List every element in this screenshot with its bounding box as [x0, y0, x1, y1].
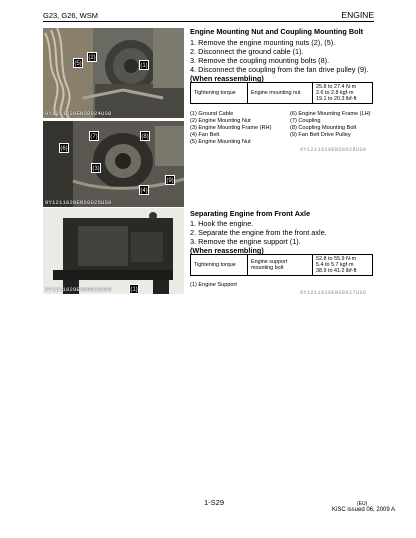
- legend-item: (6) Engine Mounting Frame (LH): [290, 111, 371, 117]
- callout-5: (5): [73, 58, 83, 68]
- legend-item: (2) Engine Mounting Nut: [190, 118, 251, 124]
- legend-item: (7) Coupling: [290, 118, 321, 124]
- step-3: 3. Remove the coupling mounting bolts (8).: [190, 56, 330, 65]
- photo-3-caption: 9Y1211029ENS0026US0: [45, 286, 112, 293]
- torque-kgfm: 5.4 to 5.7 kgf·m: [316, 262, 354, 268]
- legend-item: (3) Engine Mounting Frame (RH): [190, 125, 272, 131]
- section2-legend: [190, 282, 237, 289]
- photo-1-image: [43, 28, 184, 118]
- callout-6: (6): [59, 143, 69, 153]
- torque-nm: 25.8 to 27.4 N·m: [316, 84, 357, 90]
- step-1: 1. Hook the engine.: [190, 219, 254, 228]
- legend-item: (8) Coupling Mounting Bolt: [290, 125, 357, 131]
- step-2: 2. Disconnect the ground cable (1).: [190, 47, 304, 56]
- torque-values: [313, 255, 373, 276]
- torque-lbfft: 38.9 to 41.2 lbf·ft: [316, 268, 357, 274]
- step-3: 3. Remove the engine support (1).: [190, 237, 301, 246]
- legend-item: (5) Engine Mounting Nut: [190, 139, 251, 145]
- callout-8: (8): [140, 131, 150, 141]
- step-4: 4. Disconnect the coupling from the fan drive pulley (9).: [190, 65, 369, 74]
- callout-engine-support: (1): [129, 284, 139, 294]
- callout-4: (4): [139, 185, 149, 195]
- section2-steps: [190, 219, 327, 255]
- photo-3-image: [43, 208, 184, 294]
- torque-item: Engine mounting nut: [248, 83, 313, 104]
- section1-code: 9Y1211029ENS0028US0: [300, 147, 367, 153]
- issue-date: KiSC issued 06, 2009 A: [332, 507, 396, 513]
- reassembling-heading: (When reassembling): [190, 74, 264, 83]
- callout-1: (1): [139, 60, 149, 70]
- legend-item: (4) Fan Belt: [190, 132, 220, 138]
- callout-7: (7): [89, 131, 99, 141]
- section1-legend-right: [290, 111, 371, 139]
- reassembling-heading: (When reassembling): [190, 246, 264, 255]
- header-section: ENGINE: [341, 10, 374, 20]
- section2-code: 9Y1211029ENS0027US0: [300, 290, 367, 296]
- section2-title: Separating Engine from Front Axle: [190, 209, 311, 218]
- section2-torque-table: [190, 254, 373, 276]
- region-label: (EU): [357, 501, 368, 507]
- section1-legend-left: [190, 111, 271, 146]
- section1-title: Engine Mounting Nut and Coupling Mounting Bolt: [190, 27, 364, 36]
- callout-2: (2): [87, 52, 97, 62]
- photo-coupling: [43, 121, 184, 207]
- photo-engine-support: [43, 208, 184, 294]
- page-number: 1-S29: [204, 498, 225, 507]
- section1-torque-table: [190, 82, 373, 104]
- torque-item: Engine support mounting bolt: [248, 255, 313, 276]
- callout-3: (3): [91, 163, 101, 173]
- header-rule: [43, 21, 374, 22]
- header-model: G23, G26, WSM: [43, 11, 99, 20]
- callout-9: (9): [165, 175, 175, 185]
- section1-steps: [190, 38, 368, 83]
- legend-item: (1) Engine Support: [190, 282, 237, 288]
- torque-values: [313, 83, 373, 104]
- torque-label: Tightening torque: [191, 255, 248, 276]
- photo-1-caption: 9Y1211029ENS0024US0: [45, 110, 112, 117]
- legend-item: (1) Ground Cable: [190, 111, 234, 117]
- torque-nm: 52.8 to 55.9 N·m: [316, 256, 357, 262]
- torque-label: Tightening torque: [191, 83, 248, 104]
- photo-2-caption: 9Y1211029ENS0025US0: [45, 199, 112, 206]
- torque-kgfm: 2.6 to 2.8 kgf·m: [316, 90, 354, 96]
- step-2: 2. Separate the engine from the front axle.: [190, 228, 327, 237]
- torque-lbfft: 19.1 to 20.3 lbf·ft: [316, 96, 357, 102]
- photo-2-image: [43, 121, 184, 207]
- photo-engine-mounting-nut: [43, 28, 184, 118]
- step-1: 1. Remove the engine mounting nuts (2), (5).: [190, 38, 336, 47]
- legend-item: (9) Fan Belt Drive Pulley: [290, 132, 351, 138]
